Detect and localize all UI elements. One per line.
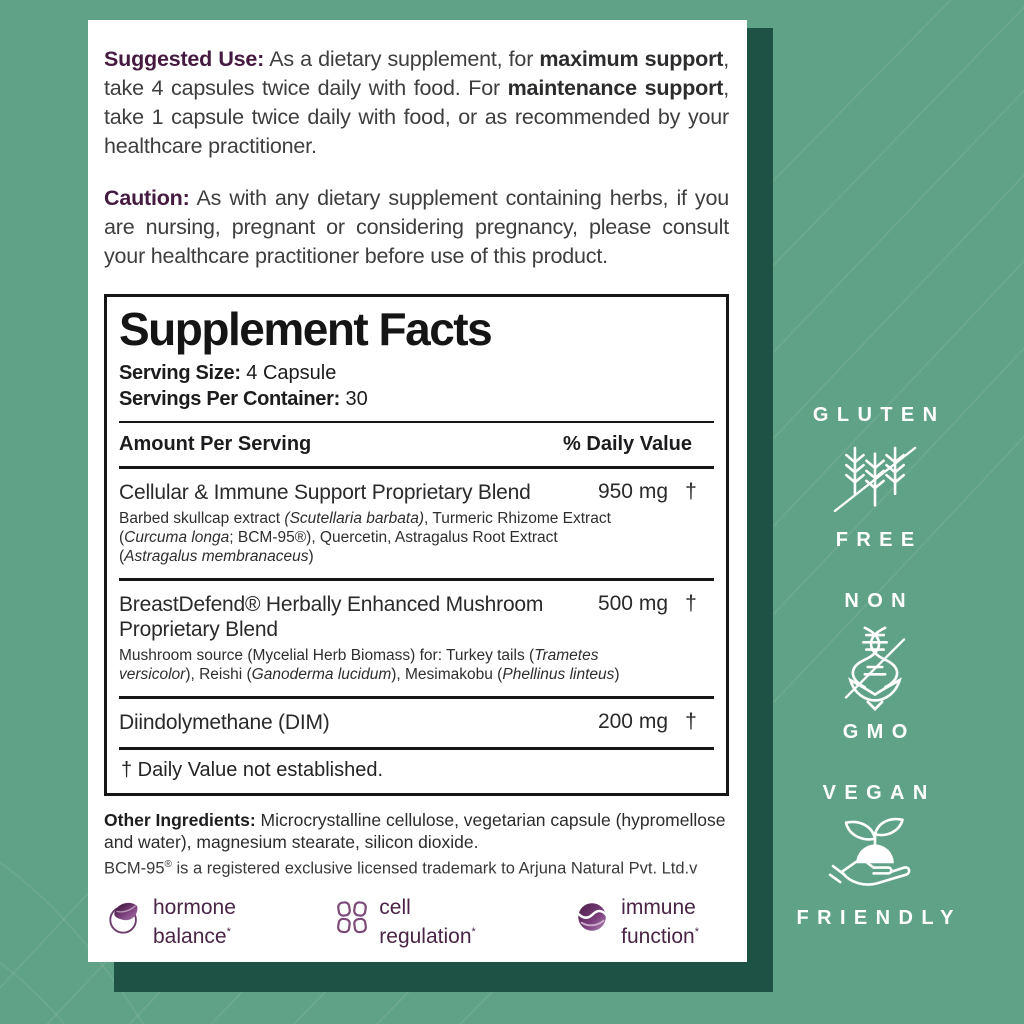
serving-size-value: 4 Capsule — [246, 362, 337, 384]
badge-top-word: NON — [844, 590, 915, 612]
ingredient-name: BreastDefend® Herbally Enhanced Mushroom Proprietary Blend — [119, 593, 544, 641]
benefit-cell-regulation — [334, 895, 476, 949]
benefit-immune-function — [574, 895, 699, 949]
certification-rail — [792, 404, 962, 930]
supplement-facts-title: Supplement Facts — [119, 303, 492, 355]
ingredient-amount: 500 mg — [597, 592, 668, 615]
daily-value-header: % Daily Value — [563, 433, 692, 455]
supplement-label-card — [88, 20, 747, 962]
suggested-use-paragraph — [104, 45, 729, 161]
caution-paragraph — [104, 184, 729, 271]
ingredient-daily-value: † — [685, 592, 697, 615]
ingredient-name: Diindolymethane (DIM) — [119, 711, 330, 734]
suggested-use-text-3: , take 1 capsule twice daily with food, or as recommended by your healthcare practitioner. — [104, 76, 729, 158]
vegan-friendly-hand-plant-icon — [827, 814, 923, 898]
supplement-facts-panel — [104, 294, 729, 796]
table-row — [119, 699, 714, 750]
serving-info — [119, 360, 714, 412]
caution-text: As with any dietary supplement containing herbs, if you are nursing, pregnant or considering pregnancy, please consult your healthcare practitioner before use of this product. — [104, 186, 729, 268]
badge-non-gmo — [836, 590, 914, 744]
amount-per-serving-header: Amount Per Serving — [119, 433, 312, 455]
ingredient-sublist: Mushroom source (Mycelial Herb Biomass) for: Turkey tails (Trametes versicolor), Reishi (Ganoderma lucidum), Mesimakobu (Phellinus linteus) — [119, 647, 620, 683]
hormone-balance-icon — [106, 898, 144, 936]
facts-header-row — [119, 421, 714, 469]
caution-label: Caution: — [104, 186, 190, 210]
suggested-use-bold-2: maintenance support — [507, 76, 724, 100]
wheat-stalk — [886, 448, 903, 494]
other-ingredients-text: Microcrystalline cellulose, vegetarian capsule (hypromellose and water), magnesium stearate, silicon dioxide. — [104, 810, 726, 852]
benefit-hormone-balance — [106, 895, 236, 949]
servings-per-container-value: 30 — [345, 388, 368, 410]
wheat-stalk — [846, 448, 863, 494]
benefit-label: immune function* — [621, 895, 699, 948]
serving-size-line — [119, 360, 714, 386]
other-ingredients-paragraph — [104, 809, 729, 853]
suggested-use-bold-1: maximum support — [539, 47, 724, 71]
badge-top-word: VEGAN — [822, 782, 936, 804]
suggested-use-label: Suggested Use: — [104, 47, 265, 71]
badge-gluten-free — [812, 404, 946, 552]
cell-regulation-icon — [334, 898, 370, 936]
other-ingredients-label: Other Ingredients: — [104, 810, 256, 830]
immune-function-icon — [574, 898, 612, 936]
ingredient-daily-value: † — [685, 480, 697, 503]
ingredient-amount: 950 mg — [597, 480, 668, 503]
non-gmo-dna-icon — [836, 622, 914, 712]
suggested-use-text-2: , take 4 capsules twice daily with food. For — [104, 47, 729, 100]
badge-vegan-friendly — [796, 782, 962, 930]
serving-size-label: Serving Size: — [119, 362, 241, 384]
badge-bottom-word: FREE — [835, 529, 923, 551]
table-row — [119, 581, 714, 699]
table-row — [119, 469, 714, 581]
badge-bottom-word: FRIENDLY — [796, 907, 962, 929]
benefit-row — [104, 895, 729, 949]
benefit-label: cell regulation* — [379, 895, 476, 948]
suggested-use-text-1: As a dietary supplement, for — [264, 47, 540, 71]
servings-per-container-label: Servings Per Container: — [119, 388, 340, 410]
ingredient-daily-value: † — [685, 710, 697, 733]
trademark-line: BCM-95® is a registered exclusive licensed trademark to Arjuna Natural Pvt. Ltd.v — [104, 859, 698, 878]
badge-bottom-word: GMO — [842, 721, 916, 743]
ingredient-name: Cellular & Immune Support Proprietary Blend — [119, 481, 531, 504]
ingredient-sublist: Barbed skullcap extract (Scutellaria barbata), Turmeric Rhizome Extract (Curcuma longa; BCM-95®), Quercetin, Astragalus Root Extract (Astragalus membranaceus) — [119, 510, 611, 565]
servings-per-container-line — [119, 386, 714, 412]
ingredient-amount: 200 mg — [597, 710, 668, 733]
registered-mark: ® — [164, 859, 172, 870]
badge-top-word: GLUTEN — [812, 404, 946, 426]
gluten-free-wheat-icon — [832, 436, 918, 520]
daily-value-footnote: † Daily Value not established. — [121, 759, 384, 781]
benefit-label: hormone balance* — [153, 895, 236, 948]
